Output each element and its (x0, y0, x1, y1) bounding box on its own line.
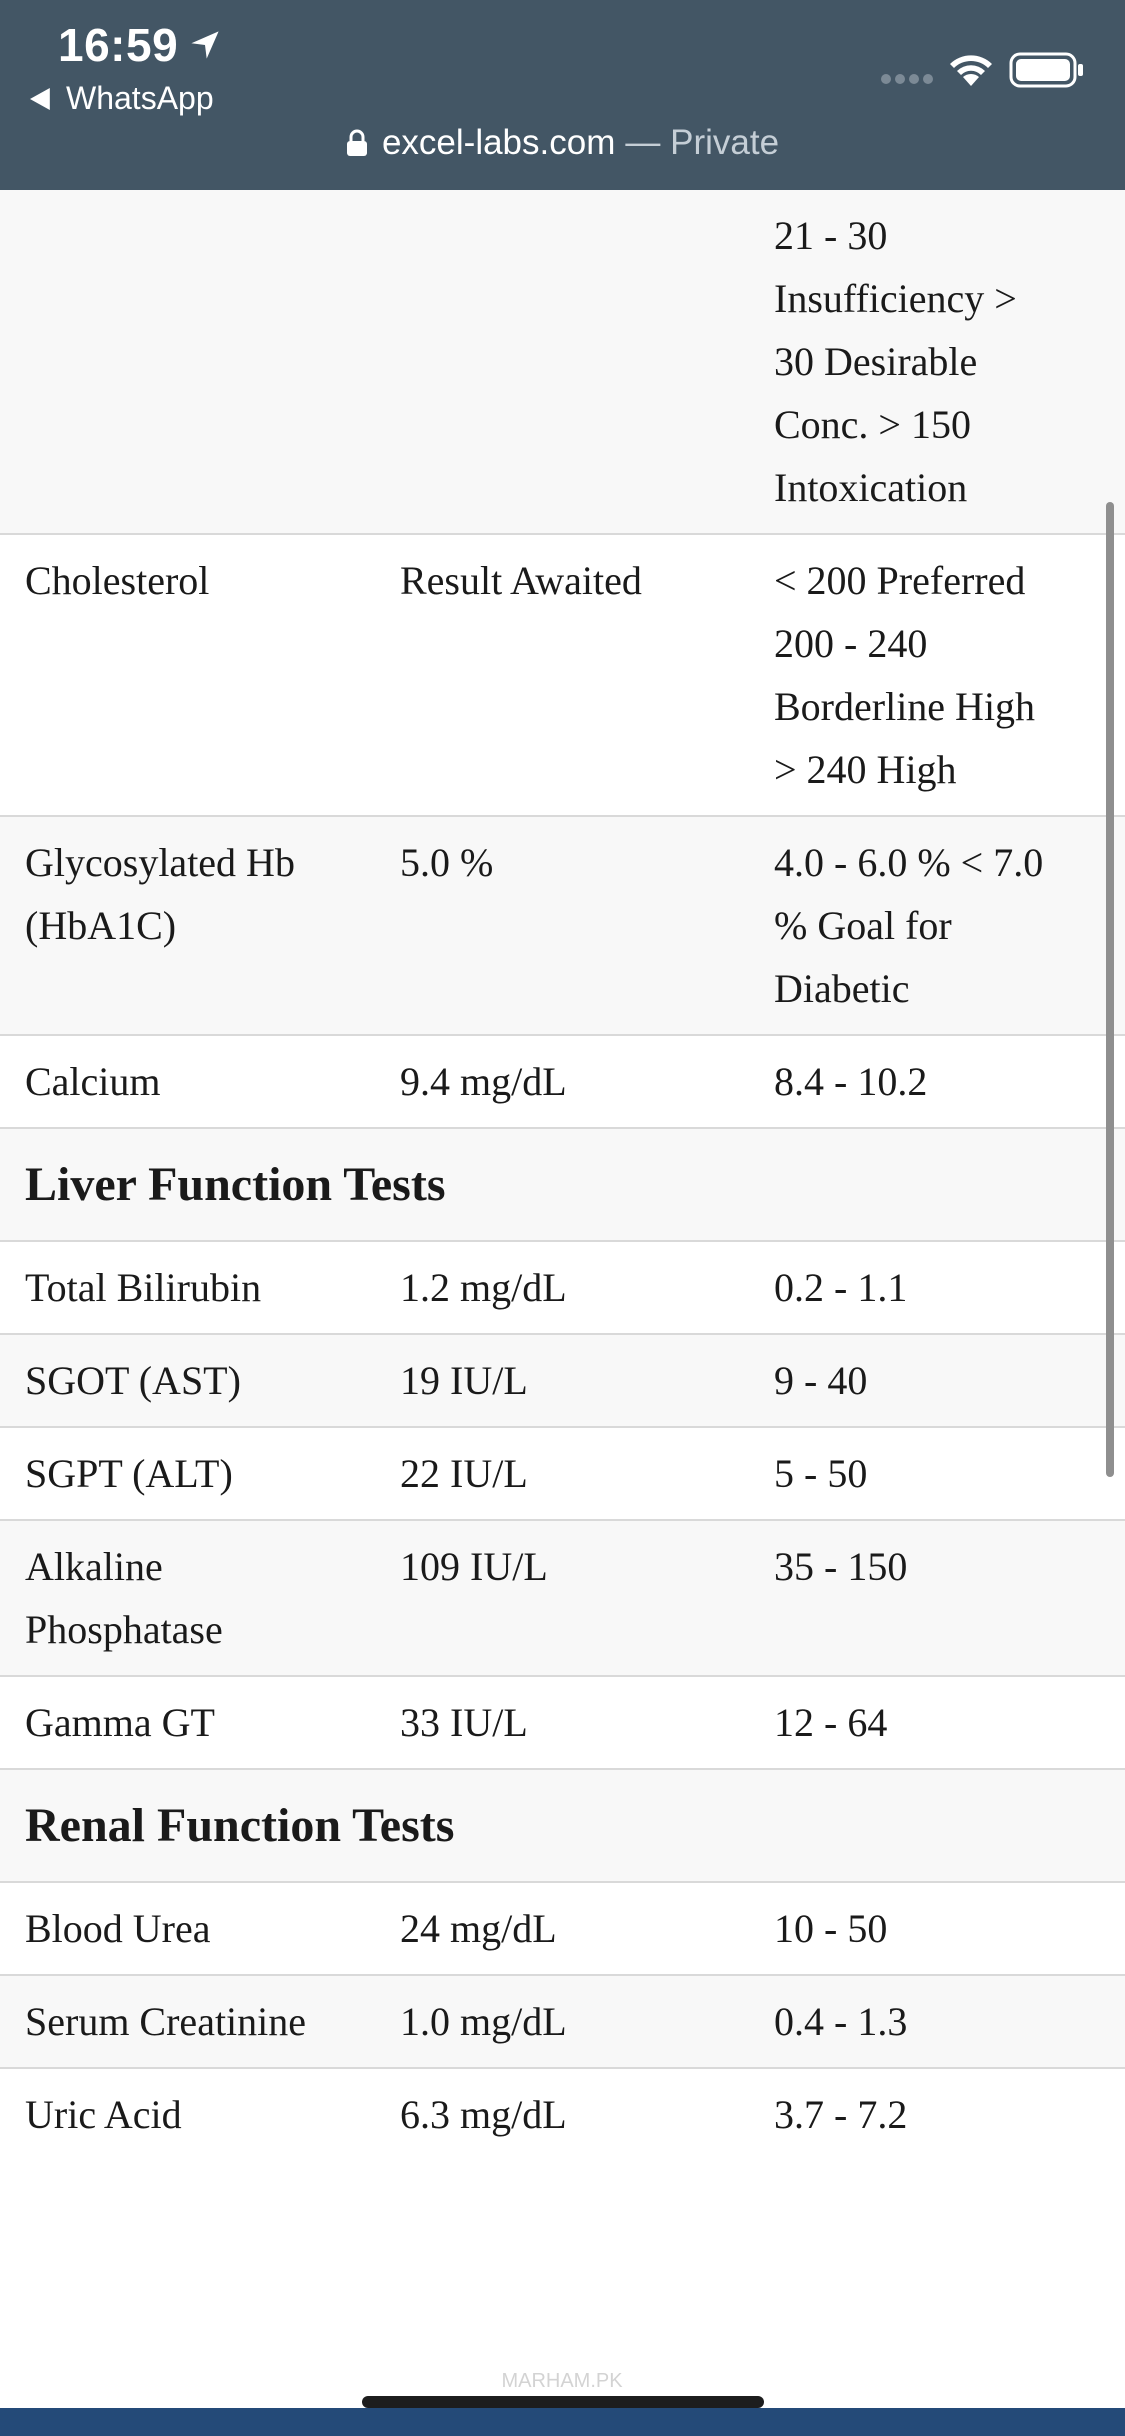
back-triangle-icon (30, 88, 52, 110)
test-name-cell (0, 1976, 400, 2067)
test-name-cell (0, 1242, 400, 1333)
reference-range-cell (774, 1242, 1125, 1333)
cell-line: Borderline High (774, 684, 1036, 729)
cell-line: 21 - 30 (774, 213, 888, 258)
cell-line: 24 mg/dL (400, 1906, 557, 1951)
test-name-cell (0, 1677, 400, 1768)
test-name-cell (0, 190, 400, 533)
reference-range-cell (774, 1521, 1125, 1675)
cell-line: 35 - 150 (774, 1544, 908, 1589)
cell-line: Gamma GT (25, 1700, 215, 1745)
cell-line: Insufficiency > (774, 276, 1017, 321)
table-row (0, 190, 1125, 533)
cell-line: 4.0 - 6.0 % < 7.0 (774, 840, 1044, 885)
result-cell (400, 1521, 774, 1675)
result-cell (400, 1242, 774, 1333)
cell-line: Serum Creatinine (25, 1999, 307, 2044)
result-cell (400, 190, 774, 533)
cell-line: 30 Desirable (774, 339, 978, 384)
cell-line: Blood Urea (25, 1906, 211, 1951)
cell-line: 5.0 % (400, 840, 494, 885)
test-name-cell (0, 1335, 400, 1426)
results-table (0, 190, 1125, 2160)
table-row (0, 1240, 1125, 1333)
scrollbar-thumb[interactable] (1106, 502, 1114, 1477)
test-name-cell (0, 2069, 400, 2160)
table-row (0, 1881, 1125, 1974)
table-row (0, 1426, 1125, 1519)
test-name-cell (0, 1521, 400, 1675)
cell-line: 33 IU/L (400, 1700, 528, 1745)
cell-line: 9.4 mg/dL (400, 1059, 567, 1104)
reference-range-cell (774, 535, 1125, 815)
cell-line: 3.7 - 7.2 (774, 2092, 908, 2137)
cell-line: 0.4 - 1.3 (774, 1999, 908, 2044)
table-row (0, 1034, 1125, 1127)
test-name-cell (0, 1036, 400, 1127)
test-name-cell (0, 535, 400, 815)
lock-icon (346, 129, 368, 157)
reference-range-cell (774, 817, 1125, 1034)
result-cell (400, 1883, 774, 1974)
cell-line: 9 - 40 (774, 1358, 868, 1403)
reference-range-cell (774, 1335, 1125, 1426)
result-cell (400, 535, 774, 815)
url-private-label: — Private (625, 123, 780, 162)
cell-line: Result Awaited (400, 558, 642, 603)
cell-line: Alkaline (25, 1544, 163, 1589)
cell-line: Cholesterol (25, 558, 210, 603)
location-arrow-icon (188, 28, 222, 62)
cell-line: 0.2 - 1.1 (774, 1265, 908, 1310)
table-row (0, 1974, 1125, 2067)
back-to-app-button[interactable] (30, 80, 214, 117)
cell-line: Uric Acid (25, 2092, 182, 2137)
cell-line: > 240 High (774, 747, 957, 792)
table-row (0, 2067, 1125, 2160)
section-header-row (0, 1768, 1125, 1881)
table-row (0, 533, 1125, 815)
cell-line: Glycosylated Hb (25, 840, 295, 885)
table-row (0, 815, 1125, 1034)
reference-range-cell (774, 190, 1125, 533)
cellular-signal-icon (880, 72, 936, 86)
result-cell (400, 1677, 774, 1768)
test-name-cell (0, 817, 400, 1034)
result-cell (400, 817, 774, 1034)
cell-line: 200 - 240 (774, 621, 928, 666)
cell-line: 8.4 - 10.2 (774, 1059, 928, 1104)
address-bar[interactable] (0, 118, 1125, 168)
cell-line: Calcium (25, 1059, 161, 1104)
clock (58, 18, 222, 72)
table-row (0, 1675, 1125, 1768)
reference-range-cell (774, 1036, 1125, 1127)
browser-status-bar (0, 0, 1125, 190)
cell-line: Conc. > 150 (774, 402, 971, 447)
test-name-cell (0, 1883, 400, 1974)
reference-range-cell (774, 2069, 1125, 2160)
reference-range-cell (774, 1428, 1125, 1519)
reference-range-cell (774, 1883, 1125, 1974)
wifi-icon (945, 48, 997, 88)
cell-line: 5 - 50 (774, 1451, 868, 1496)
result-cell (400, 1036, 774, 1127)
cell-line: 22 IU/L (400, 1451, 528, 1496)
cell-line: Intoxication (774, 465, 968, 510)
cell-line: SGPT (ALT) (25, 1451, 233, 1496)
cell-line: 12 - 64 (774, 1700, 888, 1745)
section-title: Liver Function Tests (25, 1158, 446, 1211)
url-domain: excel-labs.com (381, 123, 616, 162)
back-app-label: WhatsApp (66, 80, 214, 116)
reference-range-cell (774, 1976, 1125, 2067)
test-name-cell (0, 1428, 400, 1519)
result-cell (400, 2069, 774, 2160)
cell-line: Phosphatase (25, 1607, 223, 1652)
time-text: 16:59 (58, 19, 179, 71)
cell-line: 10 - 50 (774, 1906, 888, 1951)
page-bottom-bar (0, 2408, 1125, 2436)
home-indicator[interactable] (362, 2396, 764, 2408)
cell-line: 1.0 mg/dL (400, 1999, 567, 2044)
table-row (0, 1519, 1125, 1675)
result-cell (400, 1976, 774, 2067)
cell-line: % Goal for (774, 903, 952, 948)
result-cell (400, 1335, 774, 1426)
watermark: MARHAM.PK (501, 2370, 623, 2392)
cell-line: 6.3 mg/dL (400, 2092, 567, 2137)
cell-line: Diabetic (774, 966, 910, 1011)
table-row (0, 1333, 1125, 1426)
result-cell (400, 1428, 774, 1519)
section-header-row (0, 1127, 1125, 1240)
cell-line: 109 IU/L (400, 1544, 548, 1589)
battery-icon (1009, 52, 1085, 88)
reference-range-cell (774, 1677, 1125, 1768)
section-title: Renal Function Tests (25, 1799, 455, 1852)
cell-line: 19 IU/L (400, 1358, 528, 1403)
cell-line: Total Bilirubin (25, 1265, 262, 1310)
cell-line: SGOT (AST) (25, 1358, 241, 1403)
cell-line: < 200 Preferred (774, 558, 1026, 603)
cell-line: 1.2 mg/dL (400, 1265, 567, 1310)
cell-line: (HbA1C) (25, 903, 177, 948)
